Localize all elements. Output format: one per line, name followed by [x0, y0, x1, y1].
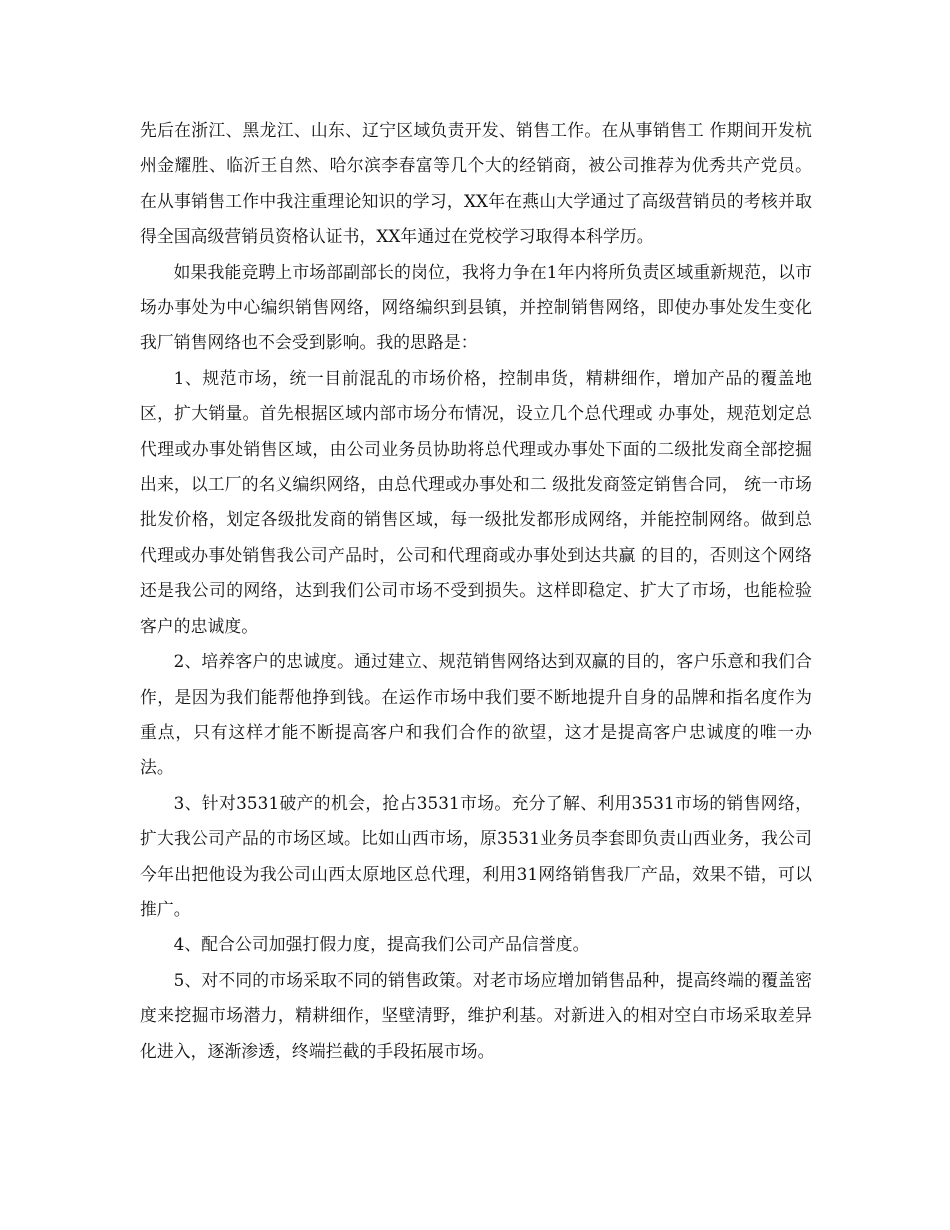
paragraph-point-5: 5、对不同的市场采取不同的销售政策。对老市场应增加销售品种，提高终端的覆盖密度来挖掘市场潜力，精耕细作，坚壁清野，维护利基。对新进入的相对空白市场采取差异化进入，逐渐渗透，终端拦截的手段拓展市场。 — [140, 969, 812, 1061]
paragraph-position-goal: 如果我能竞聘上市场部副部长的岗位，我将力争在1年内将所负责区域重新规范，以市场办事处为中心编织销售网络，网络编织到县镇，并控制销售网络，即使办事处发生变化我厂销售网络也不会受到影响。我的思路是： — [140, 261, 812, 353]
paragraph-point-1: 1、规范市场，统一目前混乱的市场价格，控制串货，精耕细作，增加产品的覆盖地区，扩大销量。首先根据区域内部市场分布情况，设立几个总代理或 办事处，规范划定总代理或办事处销售区域，由公司业务员协助将总代理或办事处下面的二级批发商全部挖掘出来，以工厂的名义编织网络，由总代理或办事处和二 级批发商签定销售合同， 统一市场批发价格，划定各级批发商的销售区域，每一级批发都形成网络，并能控制网络。做到总代理或办事处销售我公司产品时，公司和代理商或办事处到达共赢 的目的，否则这个网络还是我公司的网络，达到我们公司市场不受到损失。这样即稳定、扩大了市场，也能检验客户的忠诚度。 — [140, 367, 812, 636]
paragraph-point-4: 4、配合公司加强打假力度，提高我们公司产品信誉度。 — [173, 934, 590, 955]
document-body — [140, 113, 812, 1069]
paragraph-continuation: 先后在浙江、黑龙江、山东、辽宁区域负责开发、销售工作。在从事销售工 作期间开发杭州金耀胜、临沂王自然、哈尔滨李春富等几个大的经销商，被公司推荐为优秀共产党员。在从事销售工作中我注重理论知识的学习，XX年在燕山大学通过了高级营销员的考核并取得全国高级营销员资格认证书，XX年通过在党校学习取得本科学历。 — [140, 120, 812, 247]
paragraph-point-3: 3、针对3531破产的机会，抢占3531市场。充分了解、利用3531市场的销售网络，扩大我公司产品的市场区域。比如山西市场，原3531业务员李套即负责山西业务，我公司今年出把他设为我公司山西太原地区总代理，利用31网络销售我厂产品，效果不错，可以推广。 — [140, 792, 812, 919]
paragraph-point-2: 2、培养客户的忠诚度。通过建立、规范销售网络达到双赢的目的，客户乐意和我们合作，是因为我们能帮他挣到钱。在运作市场中我们要不断地提升自身的品牌和指名度作为重点，只有这样才能不断提高客户和我们合作的欲望，这才是提高客户忠诚度的唯一办法。 — [140, 651, 812, 778]
